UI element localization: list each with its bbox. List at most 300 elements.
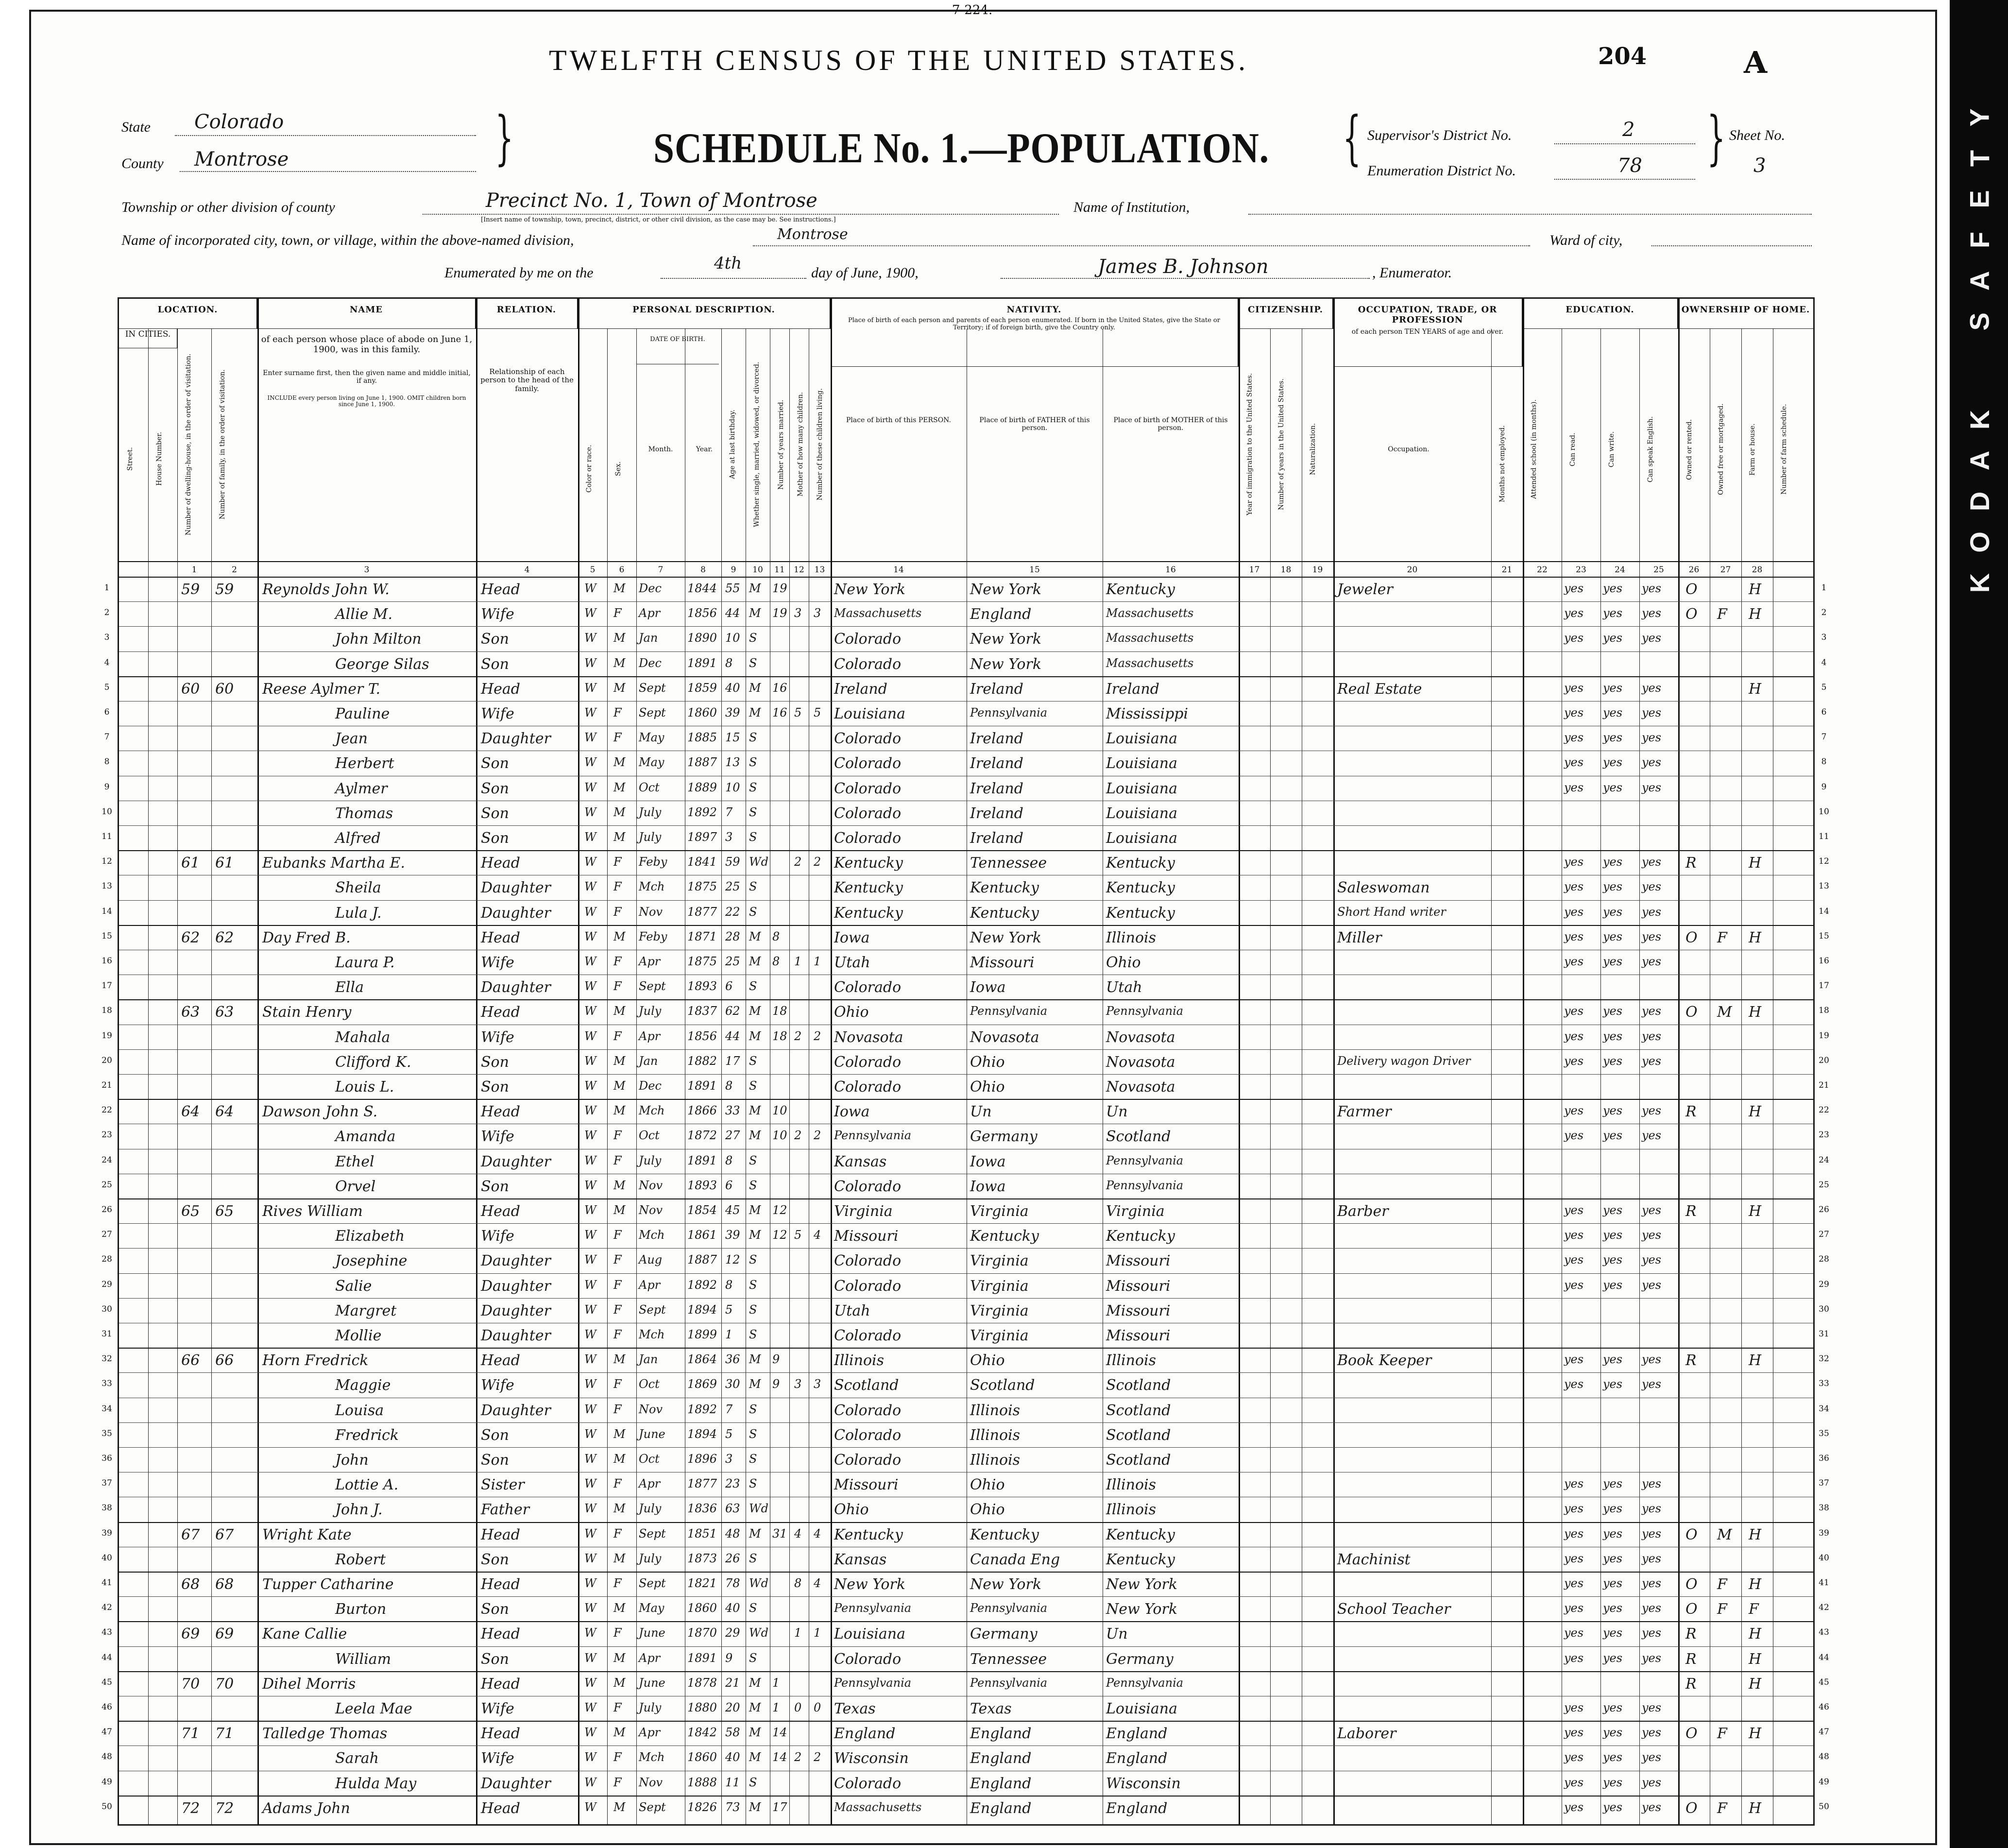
color: W xyxy=(584,905,596,919)
children-living: 4 xyxy=(814,1526,821,1540)
owned-rented: R xyxy=(1685,1103,1697,1121)
row-number: 6 xyxy=(104,707,110,717)
can-speak: yes xyxy=(1642,1278,1662,1292)
row-number: 27 xyxy=(102,1230,112,1240)
row-number: 14 xyxy=(102,906,112,916)
row-number: 33 xyxy=(1819,1379,1829,1389)
family-number: 65 xyxy=(215,1203,234,1220)
person-name: Adams John xyxy=(262,1799,350,1817)
person-name: John xyxy=(335,1452,369,1469)
person-name: Robert xyxy=(335,1551,386,1568)
column-divider xyxy=(636,329,637,1824)
relation: Head xyxy=(481,581,521,598)
row-number: 12 xyxy=(102,856,112,867)
children-living: 2 xyxy=(814,855,821,869)
row-number: 23 xyxy=(1819,1130,1829,1140)
township-label: Township or other division of county xyxy=(121,199,335,215)
sex: F xyxy=(613,1526,622,1540)
age: 22 xyxy=(725,905,740,919)
row-number: 17 xyxy=(1819,981,1829,991)
marital-status: S xyxy=(749,1402,757,1416)
sex: M xyxy=(613,582,626,595)
column-number: 5 xyxy=(590,565,596,575)
can-speak: yes xyxy=(1642,1477,1662,1491)
age: 5 xyxy=(725,1427,733,1441)
sex: F xyxy=(613,1750,622,1764)
person-name: Amanda xyxy=(335,1128,396,1146)
row-number: 47 xyxy=(1819,1727,1829,1737)
marital-status: S xyxy=(749,1601,757,1615)
marital-status: S xyxy=(749,1153,757,1167)
family-header: Number of family, in the order of visitation. xyxy=(219,369,226,520)
family-number: 62 xyxy=(215,929,234,946)
person-name: Allie M. xyxy=(335,606,392,623)
color-header: Color or race. xyxy=(585,445,593,493)
years-married: 18 xyxy=(772,1004,787,1018)
column-number: 17 xyxy=(1249,565,1260,575)
age: 11 xyxy=(725,1775,740,1789)
birthplace-person: Kentucky xyxy=(834,1526,903,1543)
birth-year: 1875 xyxy=(687,955,717,968)
birthplace-mother: Kentucky xyxy=(1106,581,1175,598)
can-write: yes xyxy=(1603,1800,1623,1814)
mother-of-header: Mother of how many children. xyxy=(797,392,804,497)
sex: M xyxy=(613,1352,626,1367)
table-row xyxy=(119,1273,1813,1274)
birthplace-father: Germany xyxy=(970,1626,1038,1643)
marital-status: Wd xyxy=(749,855,769,869)
birthplace-person: Ireland xyxy=(834,680,887,698)
years-married: 14 xyxy=(772,1750,787,1764)
birth-year: 1892 xyxy=(687,805,717,819)
color: W xyxy=(584,1526,596,1540)
farm-house: H xyxy=(1749,1526,1762,1543)
row-number: 50 xyxy=(1819,1801,1829,1812)
group-name: NAME xyxy=(257,299,476,329)
table-row xyxy=(119,1721,1813,1722)
column-divider xyxy=(476,299,477,1824)
birth-year: 1861 xyxy=(687,1228,717,1242)
birthplace-father: Illinois xyxy=(970,1452,1021,1469)
sex: M xyxy=(613,1104,626,1118)
can-write: yes xyxy=(1603,706,1623,719)
occupation: Jeweler xyxy=(1337,581,1393,598)
nativity-title: NATIVITY. xyxy=(1006,305,1062,315)
row-number: 25 xyxy=(102,1180,112,1190)
column-number: 14 xyxy=(893,565,904,575)
children-living: 5 xyxy=(814,706,821,719)
birthplace-person: Missouri xyxy=(834,1476,899,1494)
can-read: yes xyxy=(1564,1601,1584,1615)
birth-month: Jan xyxy=(639,1054,658,1068)
birthplace-father: Virginia xyxy=(970,1203,1029,1220)
age: 39 xyxy=(725,706,740,719)
color: W xyxy=(584,1626,596,1640)
page-number: 204 xyxy=(1598,43,1647,70)
relation: Wife xyxy=(481,1750,514,1767)
column-divider xyxy=(1600,329,1601,1824)
birth-year: 1870 xyxy=(687,1626,717,1640)
birthplace-father: New York xyxy=(970,655,1041,673)
birthplace-mother: England xyxy=(1106,1799,1168,1817)
relation: Son xyxy=(481,804,509,822)
relation: Son xyxy=(481,780,509,797)
farm-house: H xyxy=(1749,855,1762,872)
row-number: 45 xyxy=(102,1677,112,1687)
can-speak: yes xyxy=(1642,1551,1662,1565)
birth-year: 1869 xyxy=(687,1377,717,1391)
person-name: Day Fred B. xyxy=(262,929,351,946)
birthplace-person: Pennsylvania xyxy=(834,1601,912,1615)
sex: M xyxy=(613,755,626,770)
age: 8 xyxy=(725,1153,733,1167)
column-number: 24 xyxy=(1615,565,1625,575)
mother-of: 2 xyxy=(794,1129,802,1143)
sex: F xyxy=(613,1302,622,1317)
marital-status: M xyxy=(749,1701,761,1714)
table-row xyxy=(119,900,1813,901)
age-header: Age at last birthday. xyxy=(729,410,736,479)
years-married: 10 xyxy=(772,1129,787,1143)
sex: M xyxy=(613,1452,626,1466)
birth-year: 1856 xyxy=(687,606,717,620)
sex: F xyxy=(613,1626,622,1640)
birthplace-mother: Kentucky xyxy=(1106,904,1175,922)
years-married: 12 xyxy=(772,1228,787,1242)
column-number: 27 xyxy=(1720,565,1731,575)
color: W xyxy=(584,1153,596,1167)
birthplace-person: Texas xyxy=(834,1700,876,1717)
institution-line xyxy=(1248,214,1812,215)
color: W xyxy=(584,1750,596,1764)
column-divider xyxy=(1491,329,1492,1824)
dwelling-number: 64 xyxy=(181,1103,200,1121)
birthplace-mother: Louisiana xyxy=(1106,755,1177,772)
birthplace-father: New York xyxy=(970,631,1041,648)
marital-status: S xyxy=(749,1452,757,1466)
row-number: 49 xyxy=(1819,1777,1829,1787)
birth-month: July xyxy=(639,1701,662,1714)
birthplace-person: Colorado xyxy=(834,1775,902,1792)
marital-status: S xyxy=(749,1253,757,1267)
relation: Daughter xyxy=(481,1402,551,1419)
column-divider xyxy=(148,329,149,1824)
birthplace-person: Kansas xyxy=(834,1153,887,1170)
free-mortgaged: F xyxy=(1717,1799,1727,1817)
farm-house: H xyxy=(1749,1650,1762,1668)
can-write: yes xyxy=(1603,929,1623,943)
can-write: yes xyxy=(1603,1750,1623,1764)
sex: F xyxy=(613,606,622,620)
farm-house: H xyxy=(1749,1004,1762,1021)
person-name: Ethel xyxy=(335,1153,374,1170)
relation: Son xyxy=(481,830,509,847)
can-read: yes xyxy=(1564,1750,1584,1764)
color: W xyxy=(584,1054,596,1068)
birthplace-mother: Louisiana xyxy=(1106,1700,1177,1717)
color: W xyxy=(584,1178,596,1192)
sex: F xyxy=(613,1402,622,1416)
years-married: 8 xyxy=(772,929,780,943)
person-name: Louisa xyxy=(335,1402,384,1419)
birth-month: Oct xyxy=(639,1129,660,1143)
birthplace-person: Ohio xyxy=(834,1501,869,1519)
birth-month: July xyxy=(639,1551,662,1565)
mother-of: 2 xyxy=(794,1029,802,1043)
column-number: 6 xyxy=(619,565,625,575)
marital-status: S xyxy=(749,1054,757,1068)
person-name: Pauline xyxy=(335,705,390,722)
birth-year: 1854 xyxy=(687,1203,717,1217)
age: 6 xyxy=(725,1178,733,1192)
person-name: John J. xyxy=(335,1501,383,1519)
can-speak: yes xyxy=(1642,1129,1662,1143)
column-divider xyxy=(211,329,212,1824)
family-number: 69 xyxy=(215,1626,234,1643)
sex: F xyxy=(613,1278,622,1292)
color: W xyxy=(584,1079,596,1093)
column-number: 3 xyxy=(364,565,370,575)
birth-year: 1887 xyxy=(687,755,717,770)
supervisor-line xyxy=(1554,143,1695,144)
birthplace-mother: Virginia xyxy=(1106,1203,1165,1220)
table-row xyxy=(119,1198,1813,1199)
birth-month: July xyxy=(639,830,662,844)
birth-year: 1893 xyxy=(687,1178,717,1192)
birthplace-father: Pennsylvania xyxy=(970,1004,1048,1018)
age: 55 xyxy=(725,582,740,595)
birthplace-person: Kentucky xyxy=(834,904,903,922)
row-number: 37 xyxy=(1819,1478,1829,1489)
color: W xyxy=(584,1029,596,1043)
birthplace-mother: Un xyxy=(1106,1626,1128,1643)
birth-month: July xyxy=(639,1004,662,1018)
marital-status: S xyxy=(749,1278,757,1292)
can-write: yes xyxy=(1603,681,1623,695)
row-number: 5 xyxy=(1821,682,1827,692)
person-name: Jean xyxy=(335,730,368,748)
birth-month: Apr xyxy=(639,1651,661,1665)
table-row xyxy=(119,1572,1813,1573)
owned-rented: R xyxy=(1685,1650,1697,1668)
row-number: 35 xyxy=(102,1428,112,1438)
birthplace-father: Novasota xyxy=(970,1028,1039,1046)
birth-month: Sept xyxy=(639,1526,666,1540)
mother-of: 5 xyxy=(794,706,802,719)
farm-house: H xyxy=(1749,581,1762,598)
column-divider xyxy=(789,329,790,1824)
birth-year: 1851 xyxy=(687,1526,717,1540)
sex: M xyxy=(613,1676,626,1690)
relation: Daughter xyxy=(481,1775,551,1792)
birth-year: 1856 xyxy=(687,1029,717,1043)
enumeration-line xyxy=(1554,179,1695,180)
sheet-label: Sheet No. xyxy=(1729,127,1785,143)
relation: Father xyxy=(481,1501,530,1519)
person-name: Laura P. xyxy=(335,954,395,971)
can-write: yes xyxy=(1603,631,1623,645)
owned-rented: O xyxy=(1685,1576,1698,1593)
can-write: yes xyxy=(1603,582,1623,595)
person-name: Ella xyxy=(335,979,364,996)
row-number: 44 xyxy=(102,1652,112,1662)
birthplace-person: Scotland xyxy=(834,1377,899,1394)
birthplace-mother: Mississippi xyxy=(1106,705,1189,722)
relation: Son xyxy=(481,1426,509,1444)
birth-year: 1887 xyxy=(687,1253,717,1267)
birth-month: Mch xyxy=(639,880,665,894)
birth-year: 1896 xyxy=(687,1452,717,1466)
ward-label: Ward of city, xyxy=(1549,232,1623,248)
sex: M xyxy=(613,780,626,794)
birthplace-mother: Germany xyxy=(1106,1650,1174,1668)
row-number: 40 xyxy=(1819,1553,1829,1563)
years-married: 1 xyxy=(772,1676,780,1690)
color: W xyxy=(584,1726,596,1740)
person-name: Mahala xyxy=(335,1028,391,1046)
age: 8 xyxy=(725,1079,733,1093)
birth-month: Nov xyxy=(639,905,663,919)
birth-year: 1892 xyxy=(687,1402,717,1416)
marital-status: S xyxy=(749,656,757,670)
can-write: yes xyxy=(1603,1054,1623,1068)
age: 15 xyxy=(725,731,740,745)
birth-year: 1880 xyxy=(687,1701,717,1714)
birthplace-father: Missouri xyxy=(970,954,1035,971)
years-married: 9 xyxy=(772,1352,780,1367)
birth-year: 1877 xyxy=(687,905,717,919)
birth-year: 1866 xyxy=(687,1104,717,1118)
birth-year: 1841 xyxy=(687,855,717,869)
owned-rented: R xyxy=(1685,1203,1697,1220)
row-number: 10 xyxy=(1819,806,1829,817)
relation: Daughter xyxy=(481,1327,551,1344)
can-speak: yes xyxy=(1642,880,1662,894)
marital-status: S xyxy=(749,1551,757,1565)
can-write: yes xyxy=(1603,1228,1623,1242)
row-number: 47 xyxy=(102,1727,112,1737)
row-number: 22 xyxy=(102,1105,112,1115)
row-number: 23 xyxy=(102,1130,112,1140)
relation: Head xyxy=(481,855,521,872)
column-number: 23 xyxy=(1576,565,1586,575)
birthplace-father: Ohio xyxy=(970,1078,1005,1095)
birthplace-mother: Scotland xyxy=(1106,1377,1171,1394)
can-speak: yes xyxy=(1642,1502,1662,1516)
mother-of: 5 xyxy=(794,1228,802,1242)
relation: Head xyxy=(481,1576,521,1593)
birth-year: 1860 xyxy=(687,1750,717,1764)
can-speak: yes xyxy=(1642,1352,1662,1367)
age: 40 xyxy=(725,1601,740,1615)
marital-status: M xyxy=(749,1800,761,1814)
can-read: yes xyxy=(1564,1377,1584,1391)
row-number: 44 xyxy=(1819,1652,1829,1662)
birthplace-father: Illinois xyxy=(970,1426,1021,1444)
dwelling-number: 65 xyxy=(181,1203,200,1220)
row-number: 46 xyxy=(1819,1702,1829,1712)
can-read: yes xyxy=(1564,855,1584,869)
table-row xyxy=(119,1099,1813,1100)
can-read: yes xyxy=(1564,1054,1584,1068)
column-divider xyxy=(721,329,722,1824)
can-speak: yes xyxy=(1642,681,1662,695)
row-number: 24 xyxy=(1819,1155,1829,1165)
can-read: yes xyxy=(1564,1278,1584,1292)
color: W xyxy=(584,706,596,719)
sex: M xyxy=(613,1800,626,1814)
birth-year: 1885 xyxy=(687,731,717,745)
age: 36 xyxy=(725,1352,740,1367)
farm-house: H xyxy=(1749,1203,1762,1220)
birthplace-mother: Louisiana xyxy=(1106,780,1177,797)
age: 13 xyxy=(725,755,740,770)
occupation: Farmer xyxy=(1337,1103,1392,1121)
age: 27 xyxy=(725,1129,740,1143)
group-relation: RELATION. xyxy=(476,299,578,329)
row-number: 13 xyxy=(102,881,112,891)
years-married: 8 xyxy=(772,955,780,968)
birthplace-father: Virginia xyxy=(970,1327,1029,1344)
person-name: Talledge Thomas xyxy=(262,1725,388,1743)
relation: Son xyxy=(481,631,509,648)
row-number: 7 xyxy=(1821,732,1827,742)
group-citizenship: CITIZENSHIP. xyxy=(1239,299,1333,329)
can-read: yes xyxy=(1564,631,1584,645)
birth-month: Oct xyxy=(639,780,660,794)
row-number: 29 xyxy=(102,1279,112,1289)
sex: M xyxy=(613,1427,626,1441)
color: W xyxy=(584,1477,596,1491)
name-inst1: Enter surname first, then the given name and middle initial, if any. xyxy=(263,369,471,385)
city-label: Name of incorporated city, town, or village, within the above-named division, xyxy=(121,232,574,248)
marital-status: M xyxy=(749,1004,761,1018)
color: W xyxy=(584,1129,596,1143)
sex: F xyxy=(613,731,622,745)
marital-status: M xyxy=(749,955,761,968)
farm-house: H xyxy=(1749,1675,1762,1693)
row-number: 42 xyxy=(102,1603,112,1613)
table-row xyxy=(119,577,1813,578)
can-read: yes xyxy=(1564,1551,1584,1565)
sheet-value: 3 xyxy=(1753,154,1766,177)
row-number: 19 xyxy=(1819,1030,1829,1041)
birthplace-mother: Novasota xyxy=(1106,1028,1175,1046)
can-speak: yes xyxy=(1642,1203,1662,1217)
county-line xyxy=(180,171,476,172)
birthplace-mother: Pennsylvania xyxy=(1106,1178,1184,1192)
marital-status: M xyxy=(749,929,761,943)
dwelling-number: 70 xyxy=(181,1675,200,1693)
years-married: 19 xyxy=(772,606,787,620)
years-married: 18 xyxy=(772,1029,787,1043)
family-number: 61 xyxy=(215,855,234,872)
birth-month: Aug xyxy=(639,1253,663,1267)
relation: Daughter xyxy=(481,1252,551,1270)
table-row xyxy=(119,999,1813,1000)
relation: Head xyxy=(481,929,521,946)
can-write: yes xyxy=(1603,1651,1623,1665)
years-married-header: Number of years married. xyxy=(777,399,785,490)
can-read: yes xyxy=(1564,1129,1584,1143)
family-number: 59 xyxy=(215,581,234,598)
can-speak: yes xyxy=(1642,1054,1662,1068)
color: W xyxy=(584,1104,596,1118)
birth-month: Nov xyxy=(639,1402,663,1416)
birthplace-father: Ireland xyxy=(970,680,1023,698)
birthplace-mother: Missouri xyxy=(1106,1252,1171,1270)
owned-rented: R xyxy=(1685,1675,1697,1693)
